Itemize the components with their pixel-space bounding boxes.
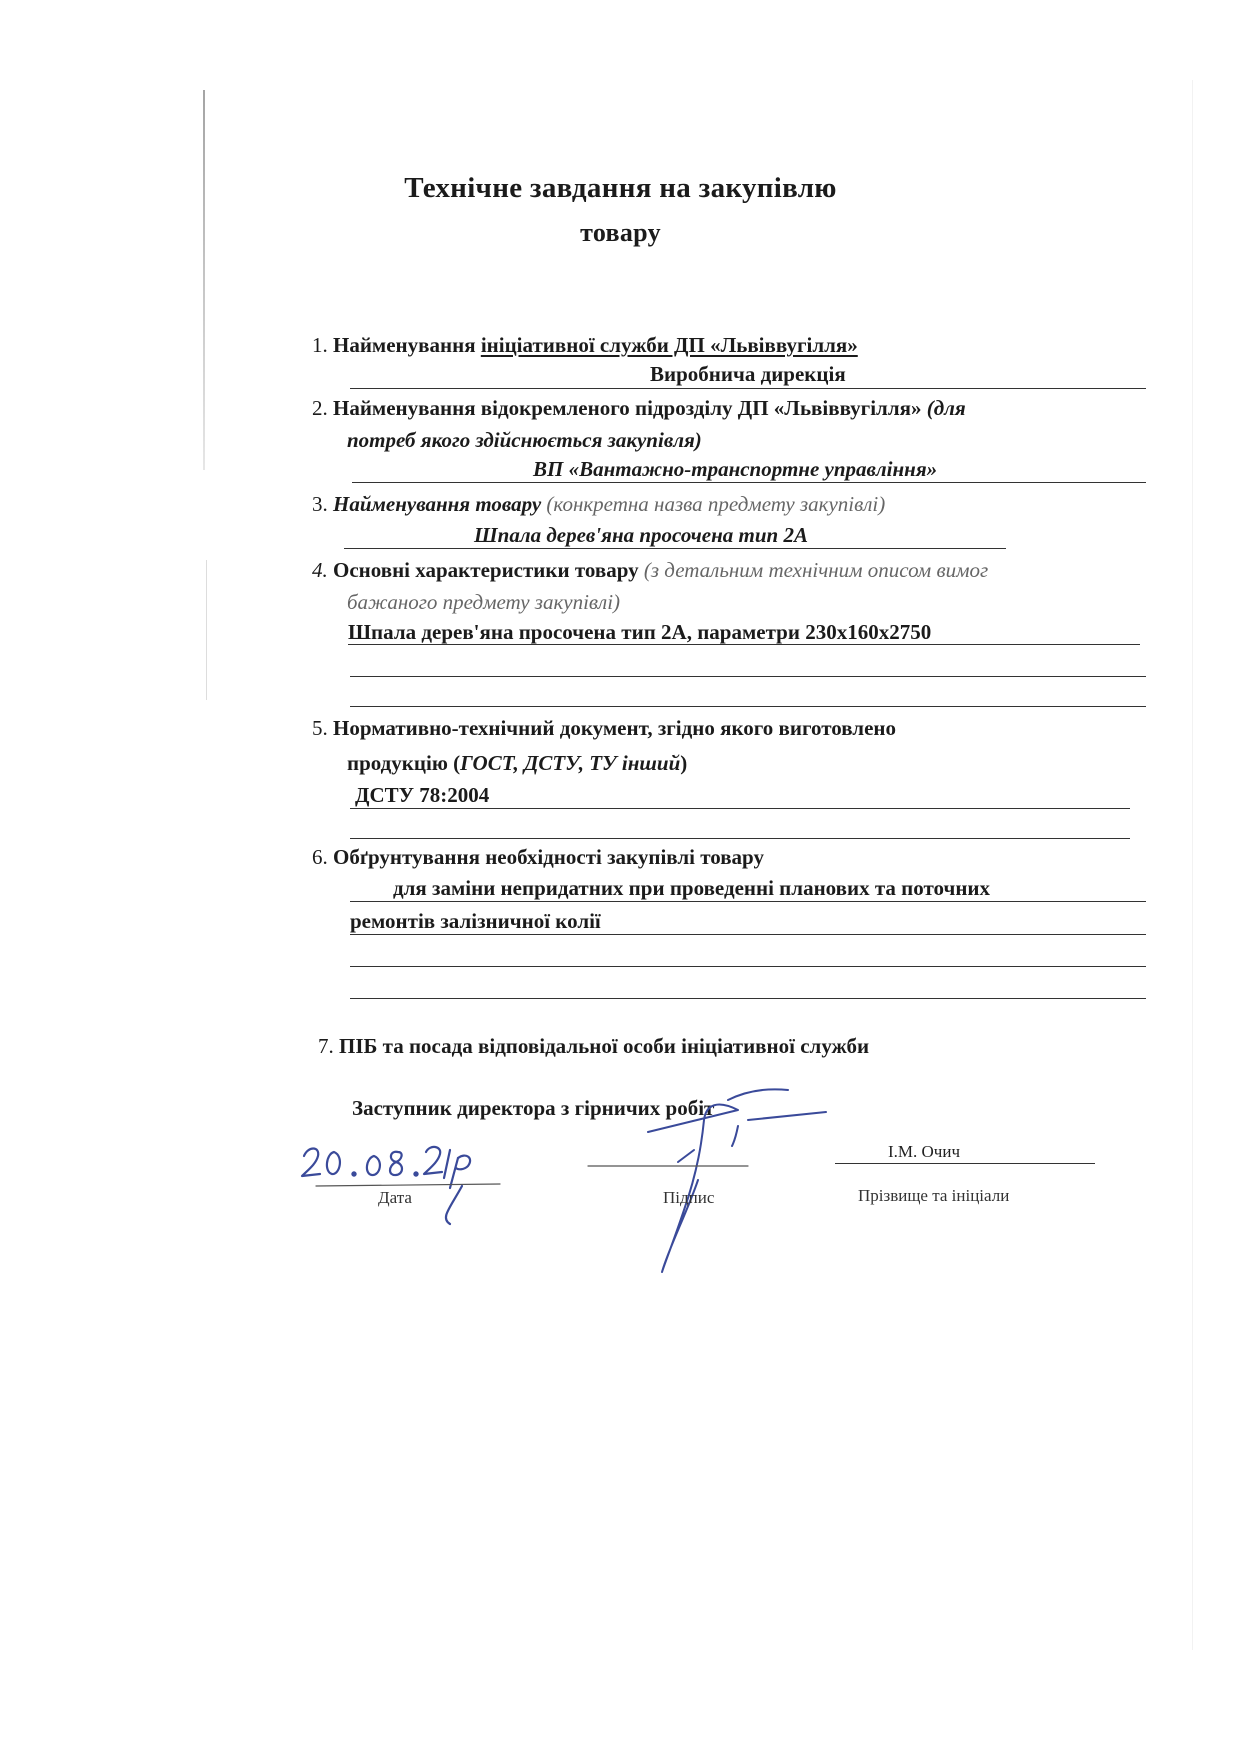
fill-line <box>350 706 1146 707</box>
scan-edge-mark <box>206 560 207 700</box>
section-2-note-cont: потреб якого здійснюється закупівля) <box>347 428 702 452</box>
section-label: ПІБ та посада відповідальної особи ініціативної служби <box>339 1034 870 1058</box>
name-line <box>835 1163 1095 1164</box>
fill-line <box>350 838 1130 839</box>
fill-line <box>352 482 1146 483</box>
signature-caption: Підпис <box>663 1188 715 1207</box>
section-note: (конкретна назва предмету закупівлі) <box>541 492 886 516</box>
section-number: 5. <box>312 716 328 740</box>
section-3-heading <box>312 492 885 517</box>
section-label: Основні характеристики товару <box>333 558 639 582</box>
section-label: продукцію ( <box>347 751 461 775</box>
section-note: (з детальним технічним описом вимог <box>638 558 989 582</box>
section-label: Обґрунтування необхідності закупівлі товару <box>333 845 764 869</box>
section-number: 6. <box>312 845 328 869</box>
section-4-note-cont: бажаного предмету закупівлі) <box>347 590 621 614</box>
section-number: 4. <box>312 558 328 582</box>
handwritten-date <box>300 1138 540 1228</box>
section-number: 1. <box>312 333 328 357</box>
product-name-value: Шпала дерев'яна просочена тип 2А <box>474 523 808 547</box>
section-number: 7. <box>318 1034 334 1058</box>
name-caption: Прізвище та ініціали <box>858 1186 1010 1205</box>
product-characteristics-value: Шпала дерев'яна просочена тип 2А, параметри 230х160х2750 <box>348 620 932 644</box>
section-5-heading-cont <box>347 751 687 776</box>
fill-line <box>350 966 1146 967</box>
fill-line <box>344 548 1006 549</box>
fill-line <box>350 676 1146 677</box>
section-4-heading <box>312 558 988 583</box>
scan-edge-mark <box>203 90 205 470</box>
section-6-heading <box>312 845 764 870</box>
section-label-italic: ГОСТ, ДСТУ, ТУ інший <box>460 751 681 775</box>
initiative-service-value: Виробнича дирекція <box>650 362 846 386</box>
section-7-heading <box>318 1034 869 1059</box>
fill-line <box>350 901 1146 902</box>
section-1-heading <box>312 333 858 358</box>
section-number: 2. <box>312 396 328 420</box>
normative-document-value: ДСТУ 78:2004 <box>355 783 490 807</box>
section-label: Найменування товару <box>333 492 542 516</box>
handwritten-signature <box>588 1080 828 1280</box>
date-caption: Дата <box>378 1188 412 1207</box>
fill-line <box>350 934 1146 935</box>
section-label: Нормативно-технічний документ, згідно якого виготовлено <box>333 716 897 740</box>
section-number: 3. <box>312 492 328 516</box>
justification-value-line2: ремонтів залізничної колії <box>350 909 601 933</box>
document-title: Технічне завдання на закупівлю <box>404 172 837 204</box>
section-note: (для <box>921 396 966 420</box>
fill-line <box>348 644 1140 645</box>
scan-edge-mark <box>1192 80 1193 1650</box>
fill-line <box>350 388 1146 389</box>
section-label: Найменування відокремленого підрозділу ДП «Львіввугілля» <box>333 396 922 420</box>
section-label-underlined: ініціативної служби ДП «Львіввугілля» <box>480 333 858 357</box>
section-label: Найменування <box>333 333 481 357</box>
responsible-name: І.М. Очич <box>888 1142 961 1161</box>
fill-line <box>350 808 1130 809</box>
justification-value-line1: для заміни непридатних при проведенні планових та поточних <box>393 876 991 900</box>
responsible-position: Заступник директора з гірничих робіт <box>352 1096 715 1120</box>
subdivision-value: ВП «Вантажно-транспортне управління» <box>533 457 938 481</box>
document-subtitle: товару <box>580 218 661 247</box>
fill-line <box>350 998 1146 999</box>
section-label: ) <box>680 751 688 775</box>
section-2-heading <box>312 396 966 421</box>
section-5-heading <box>312 716 896 741</box>
